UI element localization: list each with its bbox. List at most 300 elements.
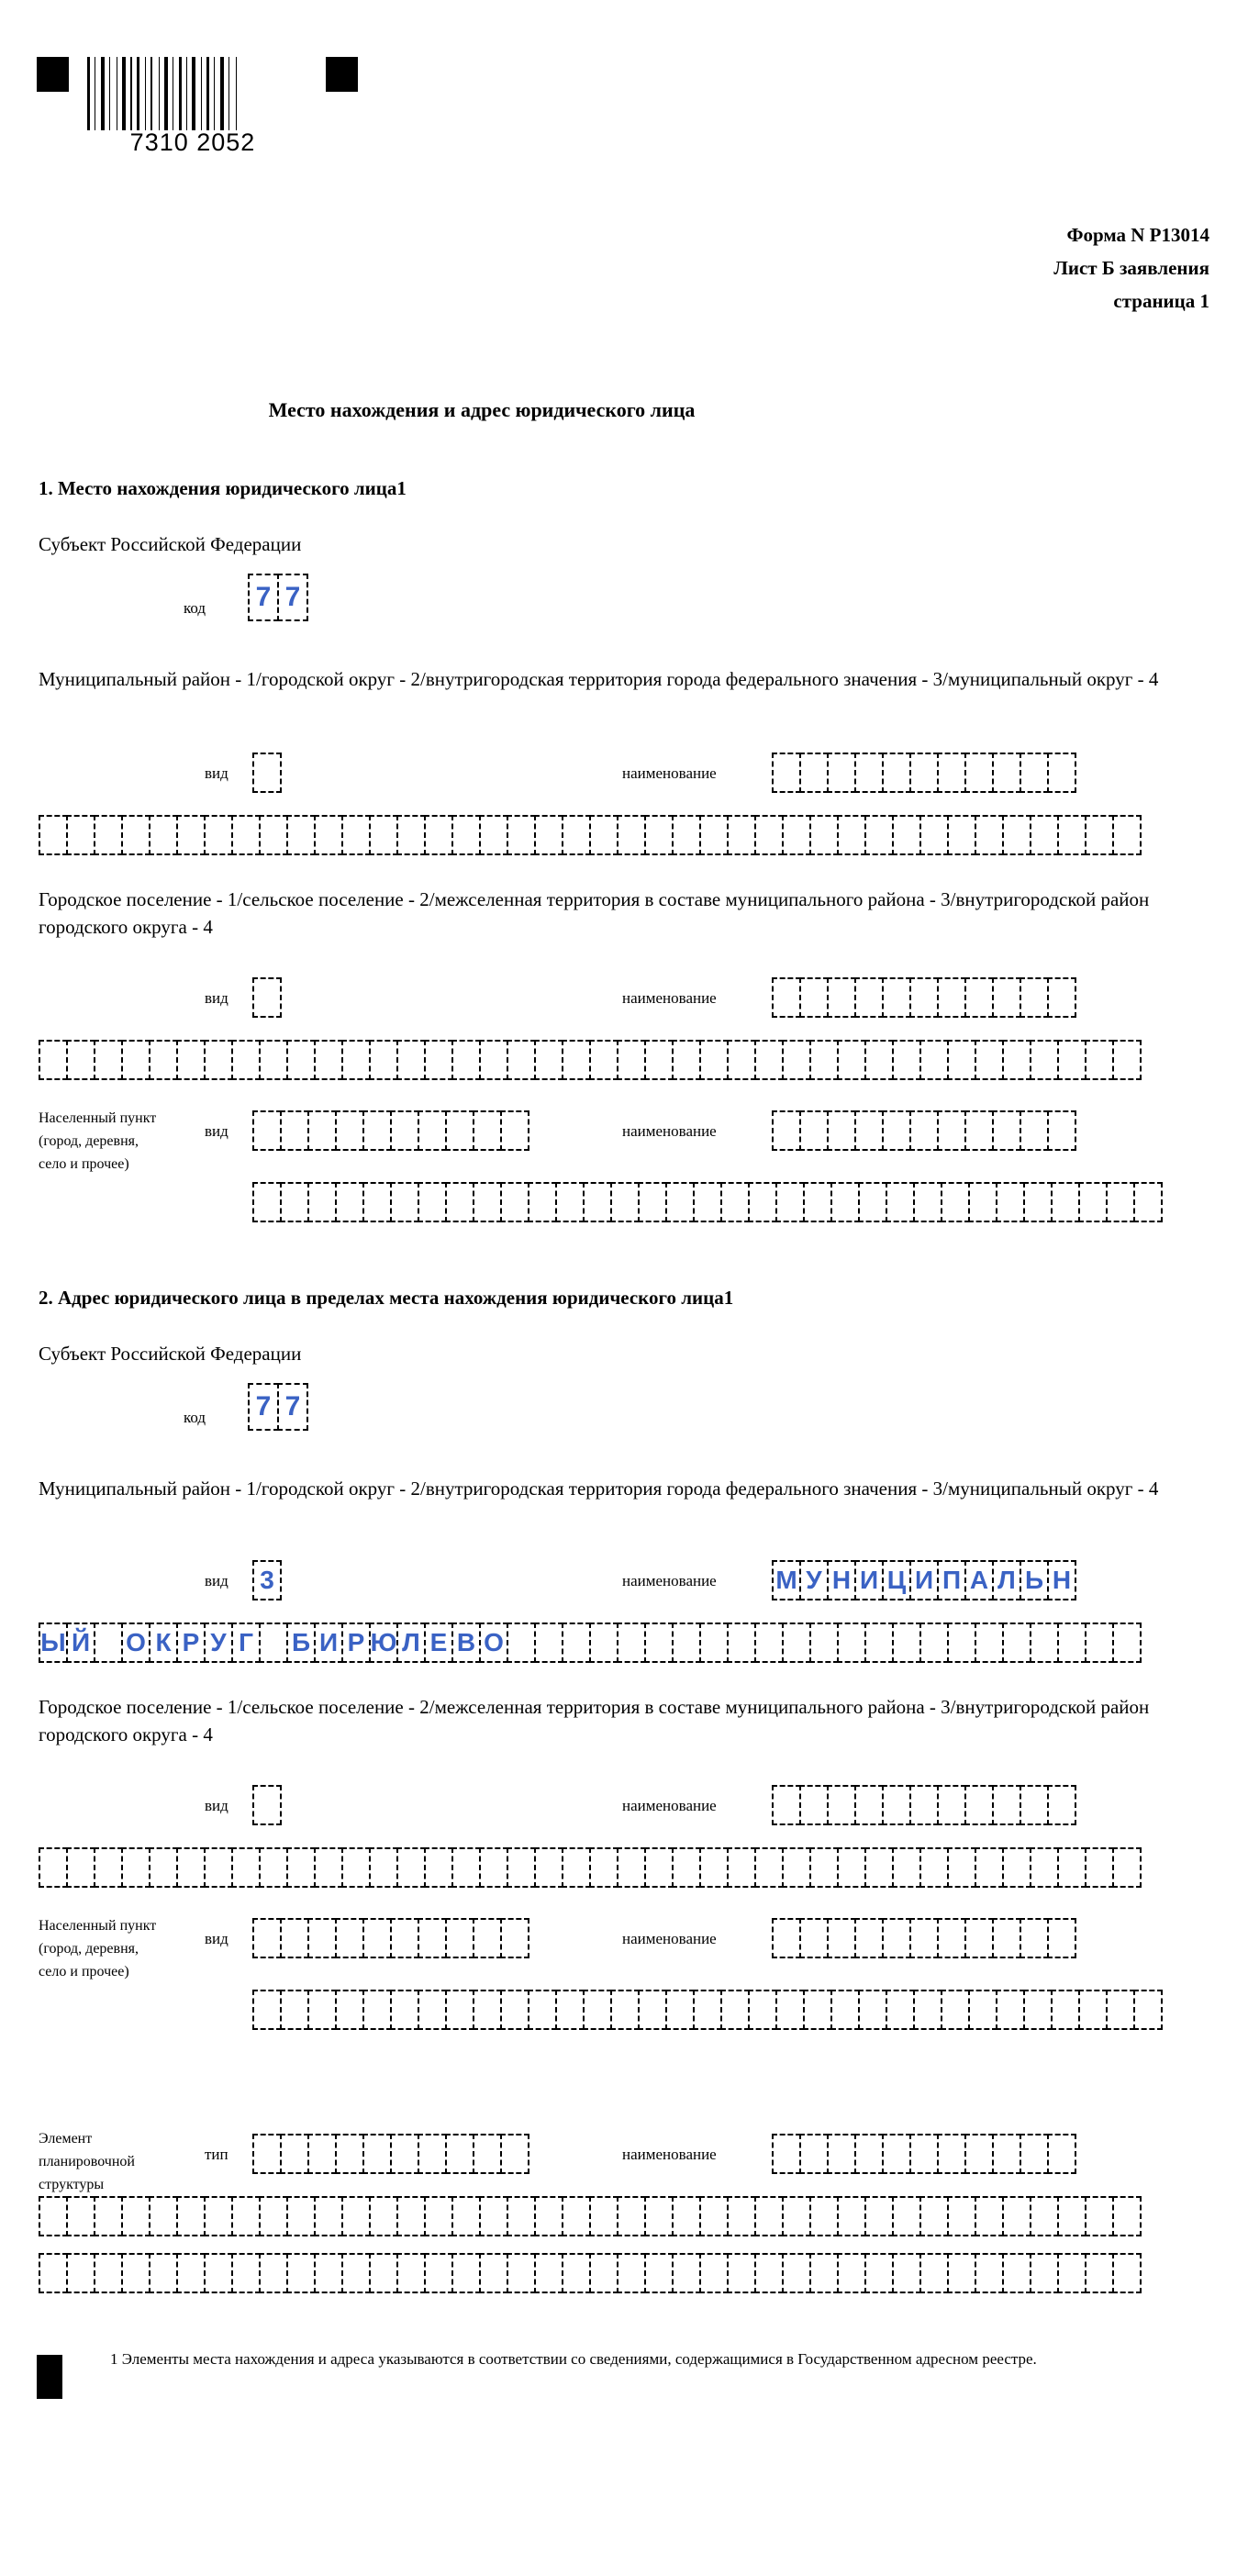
form-cell[interactable] (799, 1918, 829, 1958)
form-cell[interactable] (252, 977, 282, 1018)
form-cell[interactable] (507, 2253, 536, 2293)
form-cell[interactable] (534, 2196, 563, 2236)
form-cell[interactable] (992, 1110, 1021, 1151)
form-cell[interactable] (754, 1623, 784, 1663)
form-cell[interactable]: Г (231, 1623, 261, 1663)
form-cell[interactable] (996, 1990, 1025, 2030)
form-cell[interactable] (754, 2196, 784, 2236)
section-2-municipal-name-row1[interactable] (772, 1560, 1076, 1600)
form-cell[interactable] (882, 1785, 911, 1825)
form-cell[interactable] (799, 977, 829, 1018)
form-cell[interactable] (644, 2253, 674, 2293)
form-cell[interactable]: А (964, 1560, 994, 1600)
form-cell[interactable] (644, 1847, 674, 1888)
form-cell[interactable] (772, 1918, 801, 1958)
form-cell[interactable] (500, 1182, 529, 1222)
form-cell[interactable] (445, 1918, 474, 1958)
form-cell[interactable] (39, 1847, 68, 1888)
form-cell[interactable] (909, 1918, 939, 1958)
section-1-locality-name-row2[interactable] (252, 1182, 1163, 1222)
form-cell[interactable] (941, 1182, 970, 1222)
form-cell[interactable] (775, 1182, 805, 1222)
form-cell[interactable] (964, 1110, 994, 1151)
form-cell[interactable] (864, 2253, 894, 2293)
form-cell[interactable] (1051, 1990, 1080, 2030)
form-cell[interactable] (390, 1110, 419, 1151)
form-cell[interactable] (555, 1990, 585, 2030)
form-cell[interactable] (937, 1918, 966, 1958)
form-cell[interactable] (396, 815, 426, 855)
form-cell[interactable]: К (149, 1623, 178, 1663)
form-cell[interactable] (1112, 1623, 1142, 1663)
form-cell[interactable] (617, 1040, 646, 1080)
form-cell[interactable] (617, 1623, 646, 1663)
form-cell[interactable] (66, 2196, 95, 2236)
form-cell[interactable] (39, 2196, 68, 2236)
form-cell[interactable] (1030, 2253, 1059, 2293)
form-cell[interactable] (314, 1847, 343, 1888)
form-cell[interactable] (507, 1623, 536, 1663)
form-cell[interactable] (1023, 1182, 1053, 1222)
form-cell[interactable] (947, 1623, 976, 1663)
form-cell[interactable] (204, 815, 233, 855)
form-cell[interactable] (1047, 753, 1076, 793)
form-cell[interactable] (1078, 1990, 1108, 2030)
form-cell[interactable] (534, 1040, 563, 1080)
form-cell[interactable] (66, 1847, 95, 1888)
form-cell[interactable] (882, 977, 911, 1018)
form-cell[interactable] (445, 1990, 474, 2030)
form-cell[interactable] (94, 2196, 123, 2236)
form-cell[interactable] (259, 2196, 288, 2236)
section-2-settlement-name-row1[interactable] (772, 1785, 1076, 1825)
form-cell[interactable] (858, 1990, 887, 2030)
form-cell[interactable] (418, 2134, 447, 2174)
form-cell[interactable] (286, 1847, 316, 1888)
form-cell[interactable] (94, 815, 123, 855)
form-cell[interactable] (314, 2253, 343, 2293)
form-cell[interactable] (362, 1182, 392, 1222)
form-cell[interactable] (335, 1918, 364, 1958)
form-cell[interactable] (854, 1785, 884, 1825)
form-cell[interactable] (727, 815, 756, 855)
form-cell[interactable]: Ы (39, 1623, 68, 1663)
form-cell[interactable] (610, 1990, 640, 2030)
form-cell[interactable] (837, 1623, 866, 1663)
form-cell[interactable] (975, 2253, 1004, 2293)
form-cell[interactable] (1085, 815, 1114, 855)
form-cell[interactable] (803, 1990, 832, 2030)
form-cell[interactable] (66, 2253, 95, 2293)
form-cell[interactable] (1051, 1182, 1080, 1222)
form-cell[interactable] (176, 1847, 206, 1888)
form-cell[interactable] (947, 2253, 976, 2293)
form-cell[interactable] (562, 2253, 591, 2293)
form-cell[interactable] (369, 1847, 398, 1888)
form-cell[interactable] (390, 1182, 419, 1222)
form-cell[interactable] (204, 2253, 233, 2293)
section-2-planning-name-row1[interactable] (772, 2134, 1076, 2174)
form-cell[interactable] (827, 977, 856, 1018)
form-cell[interactable] (919, 2196, 949, 2236)
form-cell[interactable] (1023, 1990, 1053, 2030)
form-cell[interactable] (231, 1847, 261, 1888)
form-cell[interactable]: 7 (248, 574, 279, 621)
form-cell[interactable] (204, 1040, 233, 1080)
form-cell[interactable] (882, 1918, 911, 1958)
form-cell[interactable] (1030, 1040, 1059, 1080)
form-cell[interactable] (886, 1182, 915, 1222)
form-cell[interactable] (809, 1040, 839, 1080)
form-cell[interactable] (827, 1918, 856, 1958)
form-cell[interactable] (341, 815, 371, 855)
form-cell[interactable] (149, 815, 178, 855)
section-1-municipal-vid-cell[interactable] (252, 753, 282, 793)
form-cell[interactable] (782, 815, 811, 855)
form-cell[interactable] (886, 1990, 915, 2030)
form-cell[interactable] (424, 2253, 453, 2293)
form-cell[interactable] (369, 815, 398, 855)
form-cell[interactable] (341, 1847, 371, 1888)
form-cell[interactable] (909, 1785, 939, 1825)
form-cell[interactable] (1057, 1040, 1086, 1080)
form-cell[interactable] (964, 1918, 994, 1958)
form-cell[interactable] (252, 1182, 282, 1222)
form-cell[interactable] (1020, 1110, 1049, 1151)
form-cell[interactable] (176, 815, 206, 855)
form-cell[interactable]: Ь (1020, 1560, 1049, 1600)
form-cell[interactable] (1002, 815, 1031, 855)
form-cell[interactable] (892, 1847, 921, 1888)
form-cell[interactable] (975, 1847, 1004, 1888)
form-cell[interactable] (589, 2253, 618, 2293)
form-cell[interactable] (1078, 1182, 1108, 1222)
form-cell[interactable] (451, 815, 481, 855)
form-cell[interactable] (252, 2134, 282, 2174)
form-cell[interactable] (1112, 2253, 1142, 2293)
form-cell[interactable] (121, 815, 150, 855)
form-cell[interactable] (1112, 815, 1142, 855)
form-cell[interactable] (864, 2196, 894, 2236)
form-cell[interactable] (909, 2134, 939, 2174)
form-cell[interactable] (672, 2253, 701, 2293)
form-cell[interactable]: О (479, 1623, 508, 1663)
form-cell[interactable] (555, 1182, 585, 1222)
form-cell[interactable] (94, 2253, 123, 2293)
form-cell[interactable] (534, 2253, 563, 2293)
form-cell[interactable] (473, 1918, 502, 1958)
form-cell[interactable] (1133, 1990, 1163, 2030)
form-cell[interactable] (507, 815, 536, 855)
form-cell[interactable] (782, 2253, 811, 2293)
form-cell[interactable] (335, 1110, 364, 1151)
form-cell[interactable] (672, 1623, 701, 1663)
form-cell[interactable] (610, 1182, 640, 1222)
form-cell[interactable] (864, 1623, 894, 1663)
form-cell[interactable] (975, 815, 1004, 855)
form-cell[interactable] (1020, 2134, 1049, 2174)
form-cell[interactable] (362, 1918, 392, 1958)
form-cell[interactable] (864, 1847, 894, 1888)
form-cell[interactable] (644, 1623, 674, 1663)
form-cell[interactable] (562, 1847, 591, 1888)
form-cell[interactable] (617, 815, 646, 855)
form-cell[interactable] (176, 1040, 206, 1080)
section-1-locality-vid-cells[interactable] (252, 1110, 529, 1151)
form-cell[interactable] (772, 2134, 801, 2174)
form-cell[interactable] (644, 815, 674, 855)
form-cell[interactable] (121, 1040, 150, 1080)
form-cell[interactable] (507, 2196, 536, 2236)
form-cell[interactable] (809, 815, 839, 855)
form-cell[interactable] (827, 753, 856, 793)
form-cell[interactable] (1085, 2196, 1114, 2236)
form-cell[interactable] (39, 2253, 68, 2293)
section-1-municipal-name-row2[interactable] (39, 815, 1142, 855)
form-cell[interactable] (259, 1847, 288, 1888)
form-cell[interactable] (1057, 1623, 1086, 1663)
form-cell[interactable] (1020, 977, 1049, 1018)
form-cell[interactable] (864, 815, 894, 855)
form-cell[interactable]: П (937, 1560, 966, 1600)
section-1-settlement-name-row1[interactable] (772, 977, 1076, 1018)
form-cell[interactable] (665, 1990, 695, 2030)
form-cell[interactable] (672, 1040, 701, 1080)
form-cell[interactable] (699, 1623, 729, 1663)
form-cell[interactable] (727, 1847, 756, 1888)
form-cell[interactable] (937, 1110, 966, 1151)
form-cell[interactable] (1112, 1040, 1142, 1080)
form-cell[interactable] (1047, 1785, 1076, 1825)
section-2-municipal-vid-cell[interactable] (252, 1560, 282, 1600)
form-cell[interactable]: Л (396, 1623, 426, 1663)
form-cell[interactable] (589, 2196, 618, 2236)
form-cell[interactable] (892, 2196, 921, 2236)
section-2-planning-name-row3[interactable] (39, 2253, 1142, 2293)
section-2-kod-cells[interactable] (248, 1383, 308, 1431)
form-cell[interactable] (919, 1040, 949, 1080)
form-cell[interactable] (892, 815, 921, 855)
form-cell[interactable] (727, 1040, 756, 1080)
form-cell[interactable] (424, 1040, 453, 1080)
form-cell[interactable] (445, 1110, 474, 1151)
form-cell[interactable]: 3 (252, 1560, 282, 1600)
form-cell[interactable] (1106, 1990, 1135, 2030)
form-cell[interactable] (252, 1918, 282, 1958)
form-cell[interactable]: Б (286, 1623, 316, 1663)
section-1-locality-name-row1[interactable] (772, 1110, 1076, 1151)
form-cell[interactable] (445, 2134, 474, 2174)
form-cell[interactable] (809, 2196, 839, 2236)
form-cell[interactable] (583, 1990, 612, 2030)
form-cell[interactable] (390, 1918, 419, 1958)
form-cell[interactable] (121, 2196, 150, 2236)
form-cell[interactable] (858, 1182, 887, 1222)
form-cell[interactable] (94, 1623, 123, 1663)
form-cell[interactable]: У (799, 1560, 829, 1600)
form-cell[interactable] (830, 1182, 860, 1222)
form-cell[interactable] (913, 1182, 942, 1222)
form-cell[interactable] (1085, 1623, 1114, 1663)
form-cell[interactable] (909, 1110, 939, 1151)
form-cell[interactable] (534, 1623, 563, 1663)
form-cell[interactable] (854, 1918, 884, 1958)
form-cell[interactable] (803, 1182, 832, 1222)
form-cell[interactable] (451, 1847, 481, 1888)
form-cell[interactable] (693, 1182, 722, 1222)
form-cell[interactable] (1030, 2196, 1059, 2236)
form-cell[interactable]: И (909, 1560, 939, 1600)
form-cell[interactable] (1030, 1847, 1059, 1888)
section-2-settlement-vid-cell[interactable] (252, 1785, 282, 1825)
form-cell[interactable] (121, 1847, 150, 1888)
form-cell[interactable] (396, 2196, 426, 2236)
form-cell[interactable] (176, 2253, 206, 2293)
form-cell[interactable] (699, 2196, 729, 2236)
form-cell[interactable] (534, 815, 563, 855)
form-cell[interactable]: 7 (277, 574, 308, 621)
form-cell[interactable]: Р (341, 1623, 371, 1663)
form-cell[interactable] (335, 1990, 364, 2030)
form-cell[interactable] (500, 1918, 529, 1958)
form-cell[interactable] (992, 1785, 1021, 1825)
form-cell[interactable] (589, 1040, 618, 1080)
form-cell[interactable] (473, 1990, 502, 2030)
form-cell[interactable] (693, 1990, 722, 2030)
form-cell[interactable] (528, 1182, 557, 1222)
form-cell[interactable] (369, 1040, 398, 1080)
form-cell[interactable] (799, 1110, 829, 1151)
form-cell[interactable]: Ю (369, 1623, 398, 1663)
form-cell[interactable] (507, 1040, 536, 1080)
form-cell[interactable] (176, 2196, 206, 2236)
form-cell[interactable] (1057, 2196, 1086, 2236)
form-cell[interactable] (909, 753, 939, 793)
form-cell[interactable] (937, 1785, 966, 1825)
section-2-locality-name-row2[interactable] (252, 1990, 1163, 2030)
form-cell[interactable] (882, 2134, 911, 2174)
form-cell[interactable] (1057, 815, 1086, 855)
form-cell[interactable] (390, 2134, 419, 2174)
form-cell[interactable] (968, 1182, 997, 1222)
form-cell[interactable] (937, 977, 966, 1018)
form-cell[interactable] (1030, 1623, 1059, 1663)
form-cell[interactable] (644, 2196, 674, 2236)
form-cell[interactable] (699, 815, 729, 855)
form-cell[interactable] (534, 1847, 563, 1888)
form-cell[interactable] (583, 1182, 612, 1222)
form-cell[interactable] (362, 1990, 392, 2030)
form-cell[interactable] (451, 1040, 481, 1080)
form-cell[interactable] (1002, 2196, 1031, 2236)
form-cell[interactable] (479, 2253, 508, 2293)
section-2-planning-name-row2[interactable] (39, 2196, 1142, 2236)
form-cell[interactable] (307, 1110, 337, 1151)
form-cell[interactable] (39, 815, 68, 855)
form-cell[interactable] (799, 1785, 829, 1825)
form-cell[interactable] (280, 1182, 309, 1222)
form-cell[interactable] (589, 1623, 618, 1663)
form-cell[interactable] (947, 815, 976, 855)
form-cell[interactable] (837, 2196, 866, 2236)
form-cell[interactable] (390, 1990, 419, 2030)
form-cell[interactable] (121, 2253, 150, 2293)
form-cell[interactable] (341, 2253, 371, 2293)
form-cell[interactable] (418, 1110, 447, 1151)
form-cell[interactable] (341, 2196, 371, 2236)
form-cell[interactable] (799, 753, 829, 793)
form-cell[interactable] (748, 1182, 777, 1222)
form-cell[interactable] (479, 2196, 508, 2236)
form-cell[interactable] (727, 2196, 756, 2236)
form-cell[interactable] (259, 815, 288, 855)
form-cell[interactable] (204, 1847, 233, 1888)
form-cell[interactable] (720, 1182, 750, 1222)
form-cell[interactable] (992, 1918, 1021, 1958)
form-cell[interactable] (992, 753, 1021, 793)
form-cell[interactable] (252, 1785, 282, 1825)
form-cell[interactable] (500, 1110, 529, 1151)
form-cell[interactable] (66, 815, 95, 855)
form-cell[interactable] (947, 1040, 976, 1080)
form-cell[interactable] (992, 2134, 1021, 2174)
form-cell[interactable] (937, 753, 966, 793)
form-cell[interactable] (775, 1990, 805, 2030)
form-cell[interactable] (286, 1040, 316, 1080)
form-cell[interactable] (1085, 2253, 1114, 2293)
form-cell[interactable] (307, 1918, 337, 1958)
form-cell[interactable] (231, 815, 261, 855)
form-cell[interactable]: 7 (277, 1383, 308, 1431)
form-cell[interactable] (252, 1990, 282, 2030)
form-cell[interactable] (854, 2134, 884, 2174)
form-cell[interactable] (617, 2196, 646, 2236)
section-2-planning-tip-cells[interactable] (252, 2134, 529, 2174)
form-cell[interactable] (772, 1785, 801, 1825)
form-cell[interactable] (864, 1040, 894, 1080)
form-cell[interactable] (799, 2134, 829, 2174)
form-cell[interactable] (996, 1182, 1025, 1222)
form-cell[interactable] (451, 2253, 481, 2293)
form-cell[interactable] (1085, 1040, 1114, 1080)
form-cell[interactable] (507, 1847, 536, 1888)
form-cell[interactable] (727, 1623, 756, 1663)
form-cell[interactable] (882, 1110, 911, 1151)
form-cell[interactable] (314, 2196, 343, 2236)
form-cell[interactable] (259, 1040, 288, 1080)
form-cell[interactable] (941, 1990, 970, 2030)
form-cell[interactable] (837, 2253, 866, 2293)
form-cell[interactable] (562, 815, 591, 855)
form-cell[interactable] (754, 2253, 784, 2293)
section-1-settlement-vid-cell[interactable] (252, 977, 282, 1018)
form-cell[interactable] (909, 977, 939, 1018)
form-cell[interactable] (1112, 1847, 1142, 1888)
form-cell[interactable] (335, 1182, 364, 1222)
form-cell[interactable]: Н (827, 1560, 856, 1600)
form-cell[interactable] (854, 753, 884, 793)
form-cell[interactable] (280, 1918, 309, 1958)
form-cell[interactable] (672, 2196, 701, 2236)
section-1-settlement-name-row2[interactable] (39, 1040, 1142, 1080)
form-cell[interactable] (562, 1623, 591, 1663)
form-cell[interactable] (754, 1847, 784, 1888)
form-cell[interactable]: О (121, 1623, 150, 1663)
form-cell[interactable] (809, 1623, 839, 1663)
section-1-municipal-name-row1[interactable] (772, 753, 1076, 793)
form-cell[interactable] (892, 1040, 921, 1080)
form-cell[interactable] (947, 1847, 976, 1888)
